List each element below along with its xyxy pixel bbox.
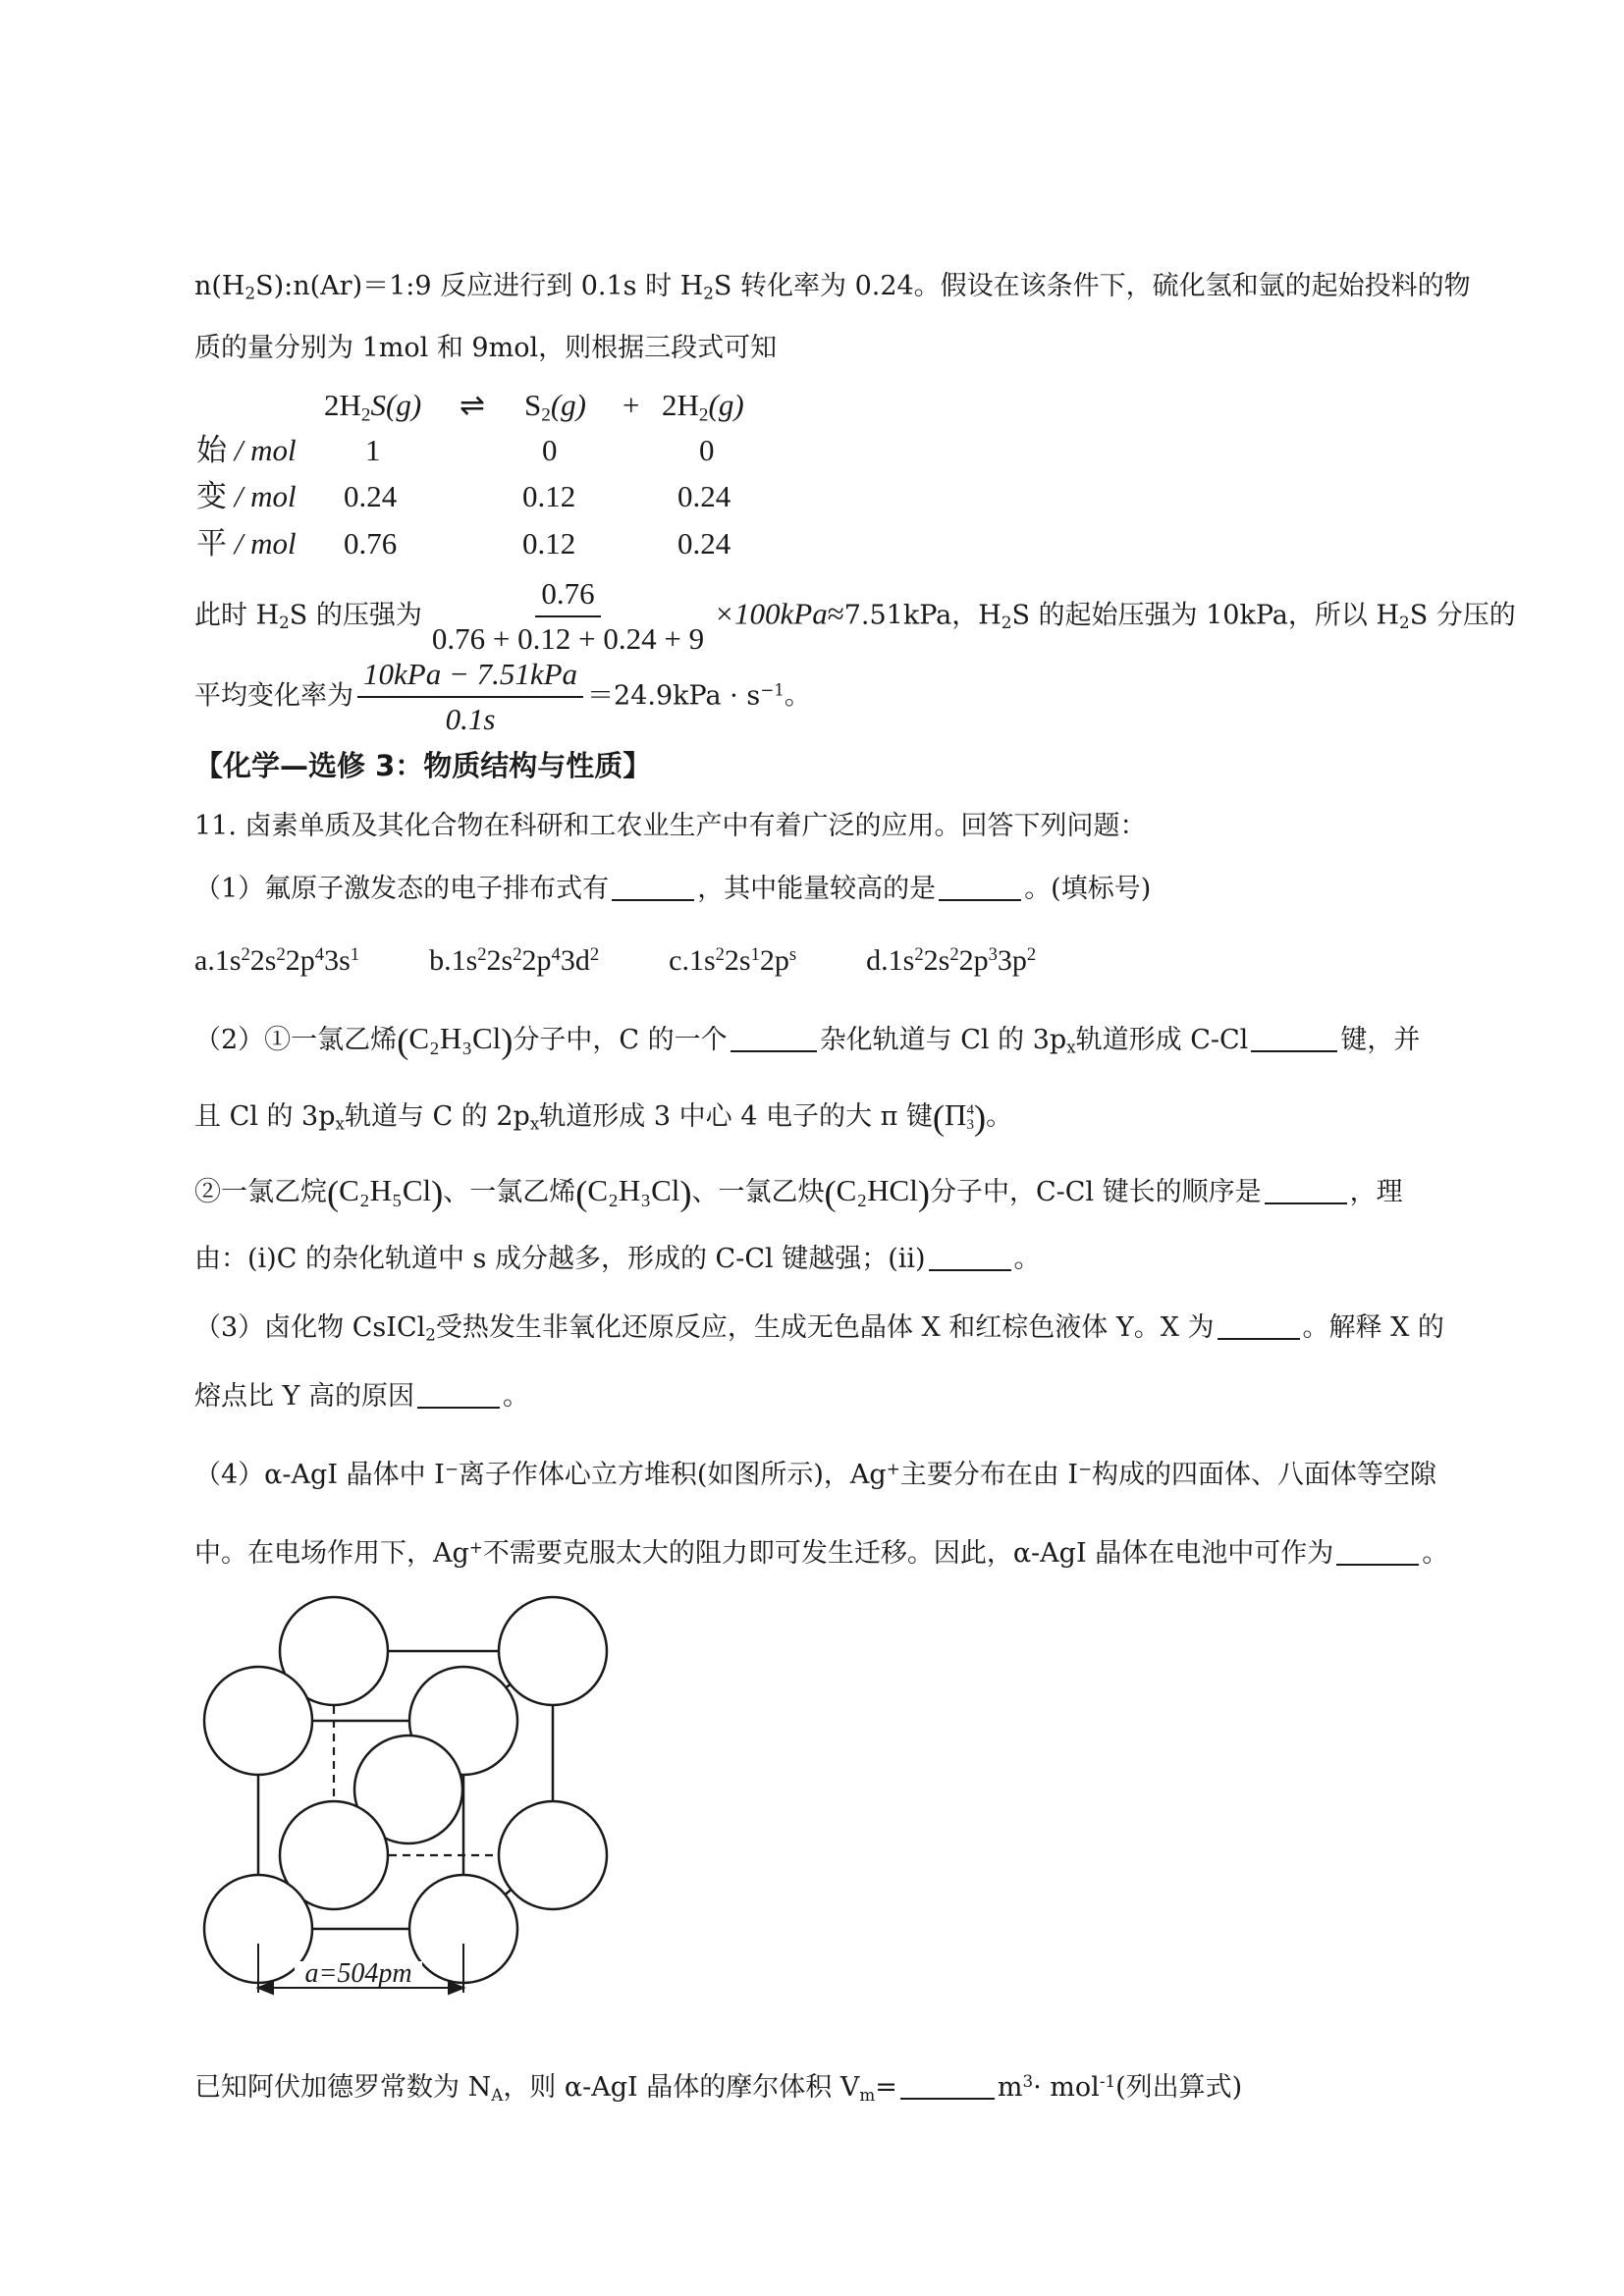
question-11-part-2-i — [194, 1021, 1420, 1065]
paren-open: ( — [575, 1173, 588, 1213]
option-text: c.1s — [669, 944, 716, 978]
formula: C₂HCl — [836, 1173, 918, 1207]
pressure-fraction — [426, 574, 710, 659]
answer-blank[interactable] — [1336, 1538, 1419, 1566]
rate-result: ＝24.9kPa · s — [587, 680, 761, 712]
pressure-text: S 的压强为 — [289, 600, 422, 631]
subscript: 2 — [244, 283, 256, 303]
row-label-start — [196, 433, 297, 468]
answer-blank[interactable] — [1265, 1177, 1347, 1204]
final-question-line — [194, 2063, 1242, 2112]
row-unit: / mol — [234, 433, 297, 467]
part1-text: 。(填标号) — [1024, 874, 1152, 904]
superscript: 2 — [914, 944, 924, 965]
row-label-equilibrium — [196, 526, 297, 561]
part2-text: 轨道形成 3 中心 4 电子的大 π 键 — [539, 1101, 933, 1132]
part2ii-text: 由：(i)C 的杂化轨道中 s 成分越多，形成的 C-Cl 键越强；(ii) — [194, 1244, 926, 1274]
superscript: 2 — [1026, 944, 1037, 965]
part2-text: 且 Cl 的 3p — [194, 1101, 336, 1132]
superscript: 4 — [314, 944, 325, 965]
change-value-2: 0.12 — [522, 479, 576, 513]
part4-text: 中。在电场作用下，Ag — [194, 1538, 469, 1570]
subscript: x — [529, 1113, 540, 1134]
paren-close: ) — [501, 1021, 514, 1061]
superscript: 2 — [513, 944, 522, 965]
intro-line-2: 质的量分别为 1mol 和 9mol，则根据三段式可知 — [194, 333, 778, 363]
question-11-part-3 — [194, 1310, 1444, 1353]
equation-reactant — [324, 388, 421, 433]
intro-text-c: S 转化率为 0.24。假设在该条件下，硫化氢和氩的起始投料的物 — [713, 271, 1471, 301]
subscript: 2 — [541, 404, 551, 426]
change-value-3: 0.24 — [677, 479, 731, 513]
fraction-numerator: 0.76 — [535, 574, 600, 617]
rate-line — [194, 655, 811, 739]
part3-text: 。解释 X 的 — [1302, 1312, 1444, 1343]
question-11-part-4 — [194, 1451, 1436, 1493]
question-11-part-2-ii-line2 — [194, 1242, 1041, 1277]
part2ii-text: 分子中，C-Cl 键长的顺序是 — [929, 1177, 1262, 1207]
superscript: 4 — [551, 944, 561, 965]
fraction-denominator: 0.1s — [445, 702, 496, 736]
equilibrium-value-3: 0.24 — [677, 526, 731, 561]
pressure-text: 此时 H — [194, 600, 280, 631]
row-label: 变 — [196, 479, 227, 513]
answer-blank[interactable] — [612, 874, 694, 901]
final-text: (列出算式) — [1115, 2072, 1243, 2104]
plus-sign: + — [623, 388, 640, 422]
superscript: 3 — [988, 944, 998, 965]
subscript: A — [491, 2084, 504, 2105]
final-text: m — [997, 2072, 1023, 2104]
options-line — [194, 937, 1036, 979]
subscript: 2 — [425, 1324, 436, 1345]
product-state: (g) — [550, 388, 587, 422]
option-text: a.1s — [194, 944, 242, 978]
start-value-2: 0 — [542, 433, 558, 467]
option-b: $b.1s^22s^22p^43d^2$ — [429, 944, 600, 978]
superscript: s — [788, 944, 797, 965]
atom-back-top-right — [499, 1597, 607, 1705]
bcc-unit-cell-figure — [187, 1575, 619, 2007]
answer-blank[interactable] — [929, 1244, 1011, 1271]
final-text: 已知阿伏加德罗常数为 N — [194, 2072, 492, 2104]
paren-close: ) — [679, 1173, 692, 1213]
paren-open: ( — [932, 1097, 946, 1138]
superscript: + — [886, 1459, 900, 1478]
subscript: 2 — [1001, 613, 1012, 633]
subscript: 2 — [360, 404, 371, 426]
formula: C₂H₃Cl — [587, 1173, 680, 1207]
question-11-part-2-ii — [194, 1173, 1403, 1213]
superscript: 2 — [715, 944, 725, 965]
subscript: 2 — [279, 613, 290, 633]
final-text: = — [875, 2072, 897, 2104]
answer-blank[interactable] — [939, 874, 1021, 901]
superscript: 4 — [966, 1101, 974, 1118]
formula: C₂H₃Cl — [408, 1021, 502, 1055]
part2ii-text: ，理 — [1349, 1177, 1403, 1207]
product-state: (g) — [708, 388, 744, 422]
part4-end: 。 — [1422, 1538, 1449, 1570]
superscript: 2 — [241, 944, 250, 965]
part4-text: 构成的四面体、八面体等空隙 — [1092, 1460, 1437, 1491]
lattice-constant-label: a=504pm — [304, 1958, 412, 1989]
subscript: 2 — [698, 404, 709, 426]
pressure-text: S 分压的 — [1409, 600, 1516, 631]
row-label: 平 — [196, 526, 227, 561]
rate-fraction — [357, 655, 583, 739]
subscript: 2 — [703, 283, 714, 303]
equation-product-1 — [524, 388, 586, 433]
part2-text: 分子中，C 的一个 — [513, 1025, 728, 1055]
part2-text: （2）①一氯乙烯 — [194, 1025, 398, 1055]
row-label: 始 — [196, 433, 227, 467]
option-text: b.1s — [429, 944, 478, 978]
answer-blank[interactable] — [417, 1381, 500, 1409]
part3-text: 熔点比 Y 高的原因 — [194, 1381, 414, 1412]
answer-blank[interactable] — [1251, 1025, 1337, 1052]
superscript: −1 — [760, 679, 785, 700]
question-11-part-2-i-line2 — [194, 1097, 1012, 1142]
subscript: 2 — [1399, 613, 1410, 633]
superscript: 3 — [1022, 2071, 1034, 2091]
question-11-stem: 11. 卤素单质及其化合物在科研和工农业生产中有着广泛的应用。回答下列问题： — [194, 811, 1147, 841]
final-text: · mol — [1033, 2072, 1100, 2104]
part2-text: 杂化轨道与 Cl 的 3p — [819, 1025, 1067, 1055]
answer-blank[interactable] — [1218, 1312, 1300, 1340]
intro-line-1 — [194, 269, 1471, 311]
rate-end: 。 — [784, 680, 811, 712]
part1-text: ，其中能量较高的是 — [697, 874, 937, 904]
iodide-ions — [204, 1597, 607, 1983]
option-a: $a.1s^22s^22p^43s^1$ — [194, 944, 360, 978]
part2-text: 轨道形成 C-Cl — [1075, 1025, 1249, 1055]
superscript: 1 — [750, 944, 760, 965]
section-header: 【化学—选修 3：物质结构与性质】 — [194, 749, 652, 782]
pressure-text: 7.51kPa，H — [843, 600, 1001, 631]
row-unit: / mol — [234, 479, 297, 513]
equilibrium-value-2: 0.12 — [522, 526, 576, 561]
final-text: ，则 α-AgI 晶体的摩尔体积 V — [503, 2072, 860, 2104]
part3-text: 受热发生非氧化还原反应，生成无色晶体 X 和红棕色液体 Y。X 为 — [435, 1312, 1215, 1343]
subscript: x — [335, 1113, 345, 1134]
part1-text: （1）氟原子激发态的电子排布式有 — [194, 874, 610, 904]
paren-close: ) — [431, 1173, 444, 1213]
atom-front-top-left — [204, 1667, 312, 1775]
question-11-part-1 — [194, 872, 1151, 907]
rate-text: 平均变化率为 — [194, 680, 353, 712]
start-value-1: 1 — [365, 433, 381, 467]
change-value-1: 0.24 — [344, 479, 398, 513]
pi-indices — [966, 1103, 974, 1133]
part4-text: 离子作体心立方堆积(如图所示)，Ag — [458, 1460, 887, 1491]
formula: C₂H₅Cl — [339, 1173, 432, 1207]
pressure-multiplier: ×100kPa — [714, 596, 828, 631]
start-value-3: 0 — [699, 433, 715, 467]
question-11-part-4-line2 — [194, 1529, 1448, 1572]
equilibrium-arrow: ⇌ — [460, 388, 485, 422]
paren-open: ( — [327, 1173, 340, 1213]
part2ii-text: ②一氯乙烷 — [194, 1177, 327, 1207]
superscript: 1 — [350, 944, 360, 965]
subscript: x — [1066, 1037, 1076, 1057]
part2-text: 键，并 — [1340, 1025, 1421, 1055]
subscript: m — [859, 2084, 876, 2105]
part3-end: 。 — [503, 1381, 529, 1412]
product-text: S — [524, 388, 542, 422]
part4-text: 主要分布在由 I — [899, 1460, 1078, 1491]
option-d: $d.1s^22s^22p^33p^2$ — [866, 944, 1037, 978]
reactant-text: 2H — [324, 388, 361, 422]
fraction-denominator: 0.76 + 0.12 + 0.24 + 9 — [431, 621, 705, 656]
superscript: − — [444, 1459, 459, 1478]
atom-back-bottom-right — [499, 1801, 607, 1909]
answer-blank[interactable] — [731, 1025, 817, 1052]
fraction-numerator: 10kPa − 7.51kPa — [357, 655, 583, 698]
intro-text-a: n(H — [194, 271, 245, 301]
part2ii-text: 、一氯乙烯 — [443, 1177, 576, 1207]
part4-text: （4）α-AgI 晶体中 I — [194, 1460, 445, 1491]
subscript: 3 — [966, 1116, 974, 1133]
part4-text: 不需要克服太大的阻力即可发生迁移。因此，α-AgI 晶体在电池中可作为 — [482, 1538, 1334, 1570]
reactant-state: S(g) — [370, 388, 422, 422]
equilibrium-value-1: 0.76 — [344, 526, 398, 561]
part2-end: 。 — [986, 1101, 1013, 1132]
paren-open: ( — [824, 1173, 837, 1213]
superscript: -1 — [1099, 2071, 1116, 2091]
intro-text-b: S):n(Ar)＝1:9 反应进行到 0.1s 时 H — [255, 271, 704, 301]
paren-close: ) — [917, 1173, 930, 1213]
answer-blank[interactable] — [900, 2072, 995, 2100]
product-text: 2H — [662, 388, 699, 422]
superscript: 2 — [589, 944, 600, 965]
part3-text: （3）卤化物 CsICl — [194, 1312, 426, 1343]
paren-close: ) — [973, 1097, 987, 1138]
part2-text: 轨道与 C 的 2p — [344, 1101, 530, 1132]
superscript: 2 — [477, 944, 487, 965]
row-label-change — [196, 479, 297, 514]
approx-sign: ≈ — [827, 596, 844, 631]
option-text: d.1s — [866, 944, 915, 978]
pi-symbol: Π — [945, 1097, 967, 1132]
equation-product-2 — [662, 388, 744, 433]
superscript: 2 — [949, 944, 959, 965]
row-unit: / mol — [234, 526, 297, 561]
question-11-part-3-line2 — [194, 1379, 529, 1415]
superscript: 2 — [276, 944, 286, 965]
part2ii-end: 。 — [1013, 1244, 1041, 1274]
pressure-line — [194, 574, 1516, 659]
part2ii-text: 、一氯乙炔 — [691, 1177, 825, 1207]
superscript: − — [1077, 1459, 1093, 1478]
paren-open: ( — [397, 1021, 409, 1061]
option-c: $c.1s^22s^12p^s$ — [669, 944, 797, 978]
pressure-text: S 的起始压强为 10kPa，所以 H — [1011, 600, 1400, 631]
superscript: + — [468, 1537, 483, 1557]
